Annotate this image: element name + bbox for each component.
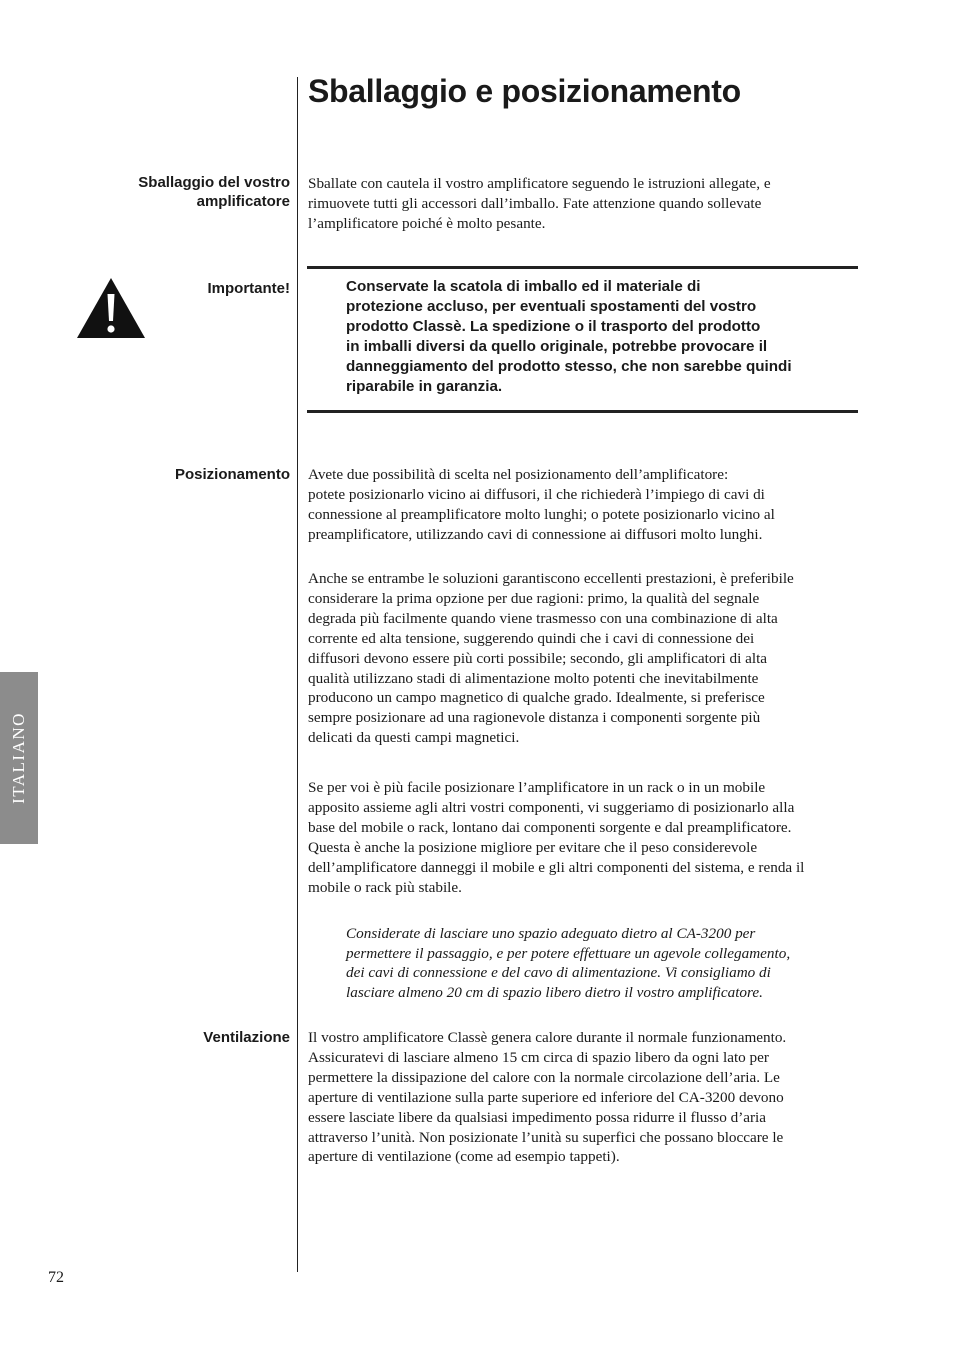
page-title: Sballaggio e posizionamento — [308, 73, 741, 109]
text-line: Assicuratevi di lasciare almeno 15 cm circa di spazio libero da ogni lato per — [308, 1048, 769, 1066]
text-line: permettere il passaggio, e per potere effettuare un agevole collegamento, — [346, 944, 791, 962]
section-heading-important: Importante! — [207, 280, 290, 297]
text-line: dell’amplificatore danneggi il mobile e gli altri componenti del sistema, e renda il — [308, 858, 805, 876]
text-line: diffusori devono essere più corti possibile; secondo, gli amplificatori di alta — [308, 649, 768, 667]
text-line: Se per voi è più facile posizionare l’amplificatore in un rack o in un mobile — [308, 779, 766, 796]
text-line: Anche se entrambe le soluzioni garantiscono eccellenti prestazioni, è preferibile — [308, 570, 794, 587]
column-divider — [297, 77, 298, 1272]
language-tab — [0, 672, 38, 844]
text-line: corrente ed alta tensione, suggerendo quindi che i cavi di connessione dei — [308, 629, 755, 647]
text-line: qualità utilizzano stadi di alimentazione molto potenti che inevitabilmente — [308, 669, 759, 687]
text-line: base del mobile o rack, lontano dai componenti sorgente e dal preamplificatore. — [308, 818, 792, 836]
text-line: Sballate con cautela il vostro amplificatore seguendo le istruzioni allegate, e — [308, 175, 771, 192]
text-line: dei cavi di connessione e del cavo di alimentazione. Vi consigliamo di — [346, 964, 771, 981]
text-line: Questa è anche la posizione migliore per evitare che il peso considerevole — [308, 838, 758, 856]
positioning-paragraph-3 — [308, 778, 860, 897]
heading-line: Sballaggio del vostro — [138, 174, 290, 191]
page-number: 72 — [48, 1269, 64, 1286]
ventilation-paragraph — [308, 1028, 860, 1167]
text-line: Il vostro amplificatore Classè genera calore durante il normale funzionamento. — [308, 1029, 787, 1046]
text-line: connessione al preamplificatore molto lunghi; o potete posizionarlo vicino al — [308, 505, 775, 523]
text-line: in imballi diversi da quello originale, potrebbe provocare il — [346, 338, 768, 355]
language-tab-label: ITALIANO — [9, 712, 28, 804]
text-line: lasciare almeno 20 cm di spazio libero dietro il vostro amplificatore. — [346, 983, 763, 1001]
section-heading-unpacking — [60, 173, 290, 211]
section-heading-positioning: Posizionamento — [174, 466, 290, 483]
unpacking-paragraph — [308, 174, 860, 234]
section-heading-ventilation: Ventilazione — [203, 1029, 290, 1046]
text-line: apposito assieme agli altri vostri componenti, vi suggeriamo di posizionarlo alla — [308, 798, 795, 816]
text-line: Avete due possibilità di scelta nel posizionamento dell’amplificatore: — [308, 466, 729, 483]
text-line: danneggiamento del prodotto stesso, che non sarebbe quindi — [346, 358, 792, 375]
text-line: Conservate la scatola di imballo ed il materiale di — [346, 278, 701, 295]
text-line: considerare la prima opzione per due ragioni: primo, la qualità del segnale — [308, 589, 760, 607]
text-line: preamplificatore, utilizzando cavi di connessione ai diffusori molto lunghi. — [308, 525, 763, 543]
text-line: permettere la dissipazione del calore con la normale circolazione dell’aria. Le — [308, 1068, 780, 1086]
text-line: mobile o rack più stabile. — [308, 878, 462, 896]
positioning-note — [346, 924, 846, 1002]
text-line: prodotto Classè. La spedizione o il trasporto del prodotto — [346, 318, 761, 335]
text-line: essere lasciate libere da qualsiasi impedimento possa ridurre il flusso d’aria — [308, 1108, 767, 1126]
positioning-paragraph-2 — [308, 569, 860, 748]
text-line: l’amplificatore poiché è molto pesante. — [308, 214, 546, 232]
text-line: potete posizionarlo vicino ai diffusori, il che richiederà l’impiego di cavi di — [308, 485, 765, 503]
text-line: Considerate di lasciare uno spazio adeguato dietro al CA-3200 per — [346, 925, 756, 942]
important-notice-text — [346, 277, 846, 397]
text-line: sempre posizionare ad una ragionevole distanza i componenti sorgente più — [308, 709, 761, 727]
text-line: producono un campo magnetico di qualche grado. Idealmente, si preferisce — [308, 689, 765, 707]
text-line: delicati da questi campi magnetici. — [308, 729, 520, 747]
positioning-paragraph-1 — [308, 465, 860, 545]
text-line: rimuovete tutti gli accessori dall’imballo. Fate attenzione quando sollevate — [308, 194, 762, 212]
text-line: aperture di ventilazione (come ad esempio tappeti). — [308, 1148, 620, 1166]
text-line: attraverso l’unità. Non posizionate l’unità su superfici che possano bloccare le — [308, 1128, 784, 1146]
text-line: aperture di ventilazione sulla parte superiore ed inferiore del CA-3200 devono — [308, 1088, 784, 1106]
text-line: degrada più facilmente quando viene trasmesso con una combinazione di alta — [308, 609, 778, 627]
heading-line: amplificatore — [196, 193, 290, 210]
text-line: riparabile in garanzia. — [346, 378, 503, 395]
text-line: protezione accluso, per eventuali spostamenti del vostro — [346, 298, 757, 315]
